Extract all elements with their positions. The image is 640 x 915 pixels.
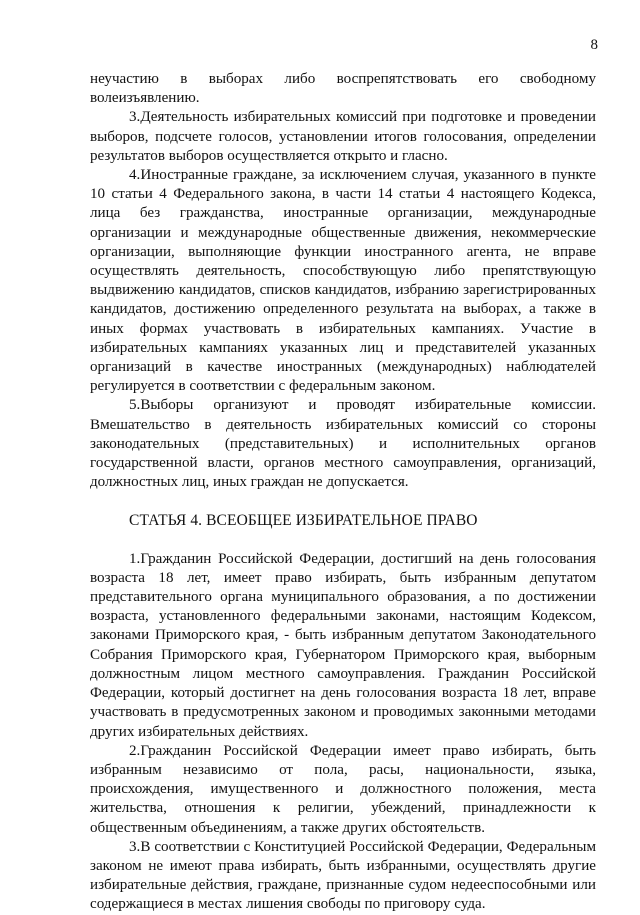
document-body — [90, 70, 596, 915]
paragraph-continuation: неучастию в выборах либо воспрепятствовать его свободному волеизъявлению. — [90, 71, 596, 107]
paragraph-item-4: 4.Иностранные граждане, за исключением случая, указанного в пункте 10 статьи 4 Федерального закона, в части 14 статьи 4 настоящего Кодекса, лица без гражданства, иностранные организации, международные организации и международные общественные движения, некоммерческие организации, выполняющие функции иностранного агента, не вправе осуществлять деятельность, способствующую либо препятствующую выдвижению кандидатов, списков кандидатов, избранию зарегистрированных кандидатов, достижению определенного результата на выборах, а также в иных формах участвовать в избирательных кампаниях. Участие в избирательных кампаниях указанных лиц и представителей указанных организаций в качестве иностранных (международных) наблюдателей регулируется в соответствии с федеральным законом. — [90, 167, 596, 395]
article-paragraph-3: 3.В соответствии с Конституцией Российской Федерации, Федеральным законом не имеют права избирать, быть избранными, осуществлять другие избирательные действия, граждане, признанные судом недееспособными или содержащиеся в местах лишения свободы по приговору суда. — [90, 838, 596, 913]
paragraph-item-5: 5.Выборы организуют и проводят избирательные комиссии. Вмешательство в деятельность избирательных комиссий со стороны законодательных (представительных) и исполнительных органов государственной власти, органов местного самоуправления, организаций, должностных лиц, иных граждан не допускается. — [90, 397, 596, 491]
article-heading: СТАТЬЯ 4. ВСЕОБЩЕЕ ИЗБИРАТЕЛЬНОЕ ПРАВО — [129, 512, 478, 530]
article-paragraph-2: 2.Гражданин Российской Федерации имеет право избирать, быть избранным независимо от пола, расы, национальности, языка, происхождения, имущественного и должностного положения, места жительства, отношения к религии, убеждений, принадлежности к общественным объединениям, а также других обстоятельств. — [90, 742, 596, 836]
paragraph-item-3: 3.Деятельность избирательных комиссий при подготовке и проведении выборов, подсчете голосов, установлении итогов голосования, определении результатов выборов осуществляется открыто и гласно. — [90, 109, 596, 164]
article-paragraph-1: 1.Гражданин Российской Федерации, достигший на день голосования возраста 18 лет, имеет право избирать, быть избранным депутатом представительного органа муниципального образования, а по достижении возраста, установленного федеральными законами, настоящим Кодексом, законами Приморского края, - быть избранным депутатом Законодательного Собрания Приморского края, Губернатором Приморского края, выборным должностным лицом местного самоуправления. Гражданин Российской Федерации, который достигнет на день голосования возраста 18 лет, вправе участвовать в предусмотренных законом и проводимых законными методами других избирательных действиях. — [90, 550, 596, 740]
page-number: 8 — [590, 37, 598, 53]
